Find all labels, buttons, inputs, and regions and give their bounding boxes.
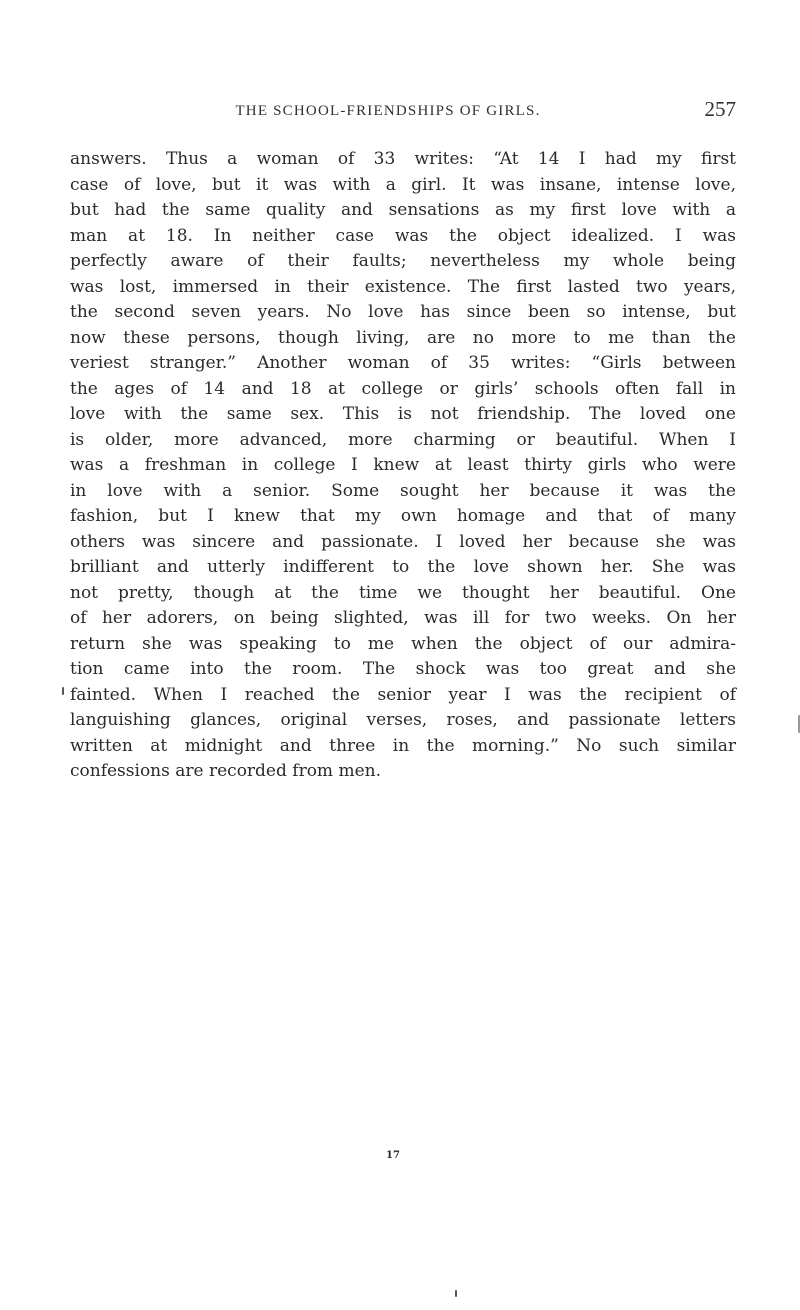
- text-line: now these persons, though living, are no more to me than the: [70, 327, 736, 348]
- text-line: but had the same quality and sensations as my first love with a: [70, 200, 736, 220]
- body-paragraph: [70, 147, 736, 785]
- text-line: fashion, but I knew that my own homage and that of many: [70, 506, 736, 526]
- text-line: languishing glances, original verses, roses, and passionate letters: [70, 710, 736, 730]
- signature-mark: 17: [386, 1150, 400, 1161]
- text-line: perfectly aware of their faults; nevertheless my whole being: [70, 251, 736, 271]
- text-line: veriest stranger.” Another woman of 35 writes: “Girls between: [70, 353, 736, 373]
- text-line: written at midnight and three in the morning.” No such similar: [70, 735, 736, 756]
- text-line: answers. Thus a woman of 33 writes: “At 14 I had my first: [70, 149, 736, 169]
- text-line: is older, more advanced, more charming or beautiful. When I: [70, 429, 736, 450]
- text-line: tion came into the room. The shock was too great and she: [70, 659, 736, 679]
- text-line: the ages of 14 and 18 at college or girls’ schools often fall in: [70, 378, 736, 399]
- text-line: was a freshman in college I knew at least thirty girls who were: [70, 455, 736, 475]
- running-head: [70, 97, 736, 127]
- text-line: man at 18. In neither case was the object idealized. I was: [70, 225, 736, 246]
- text-line: brilliant and utterly indifferent to the love shown her. She was: [70, 557, 736, 577]
- scan-speck: [455, 1290, 457, 1297]
- text-line: return she was speaking to me when the object of our admira-: [70, 633, 736, 654]
- text-line: was lost, immersed in their existence. The first lasted two years,: [70, 276, 736, 297]
- text-line: others was sincere and passionate. I loved her because she was: [70, 531, 736, 552]
- running-title: THE SCHOOL-FRIENDSHIPS OF GIRLS.: [235, 103, 541, 119]
- text-line: in love with a senior. Some sought her because it was the: [70, 480, 736, 501]
- text-line: case of love, but it was with a girl. It was insane, intense love,: [70, 174, 736, 195]
- text-line: fainted. When I reached the senior year I was the recipient of: [70, 684, 736, 705]
- text-line: love with the same sex. This is not friendship. The loved one: [70, 404, 736, 424]
- text-line: not pretty, though at the time we thought her beautiful. One: [70, 582, 736, 603]
- page-number: 257: [704, 97, 736, 121]
- scan-speck: [62, 687, 64, 695]
- text-line: confessions are recorded from men.: [70, 761, 381, 781]
- text-line: the second seven years. No love has since been so intense, but: [70, 302, 736, 322]
- text-line: of her adorers, on being slighted, was ill for two weeks. On her: [70, 608, 736, 628]
